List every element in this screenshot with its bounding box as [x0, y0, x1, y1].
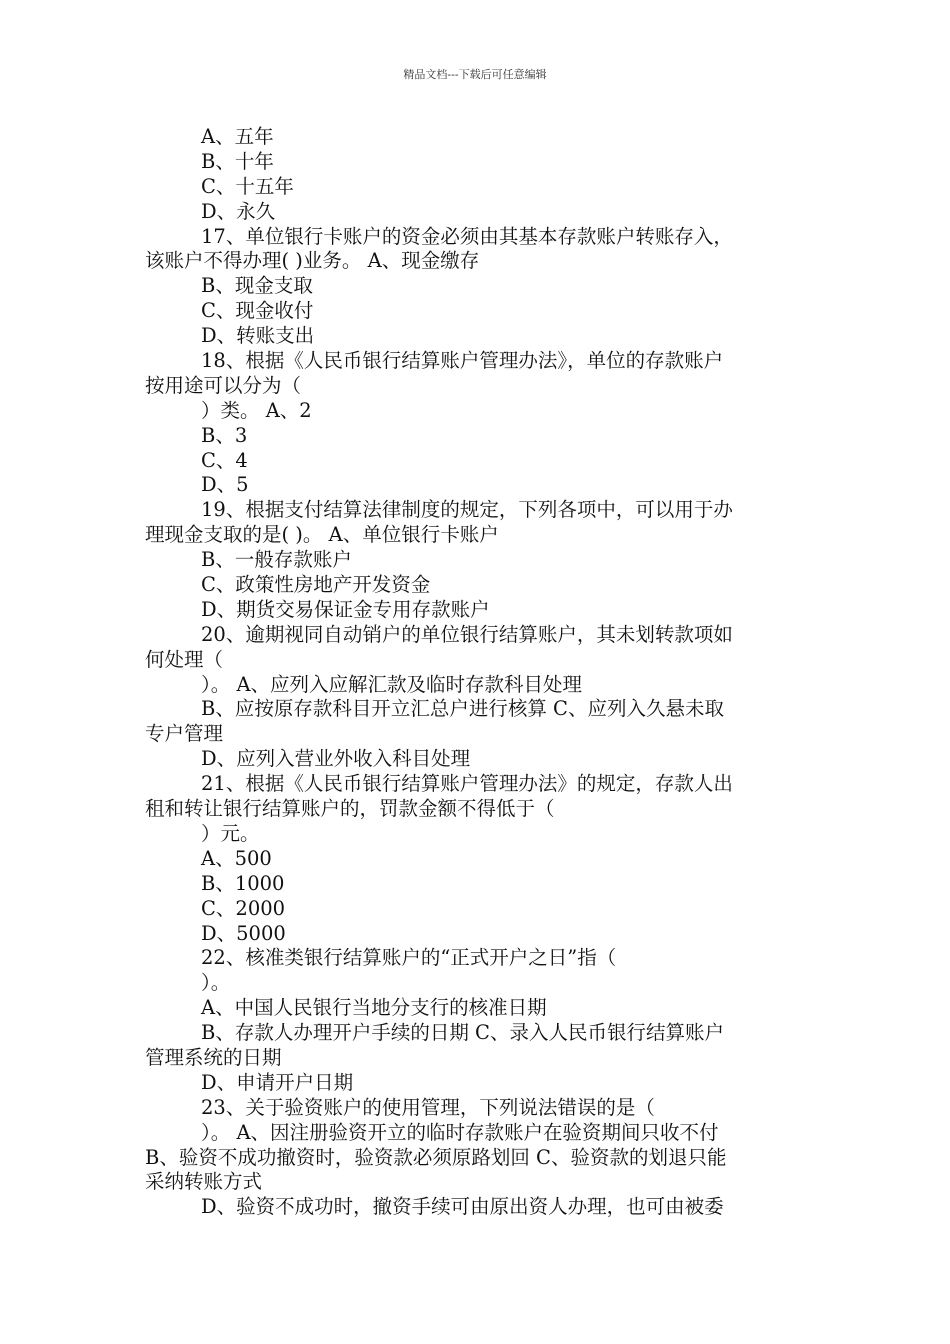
text-line: C、2000 [201, 896, 286, 920]
text-line: ）。 [201, 971, 231, 995]
text-line: B、验资不成功撤资时，验资款必须原路划回 C、验资款的划退只能 [145, 1145, 727, 1169]
text-line: D、5 [201, 473, 249, 497]
text-line: 20、逾期视同自动销户的单位银行结算账户，其未划转款项如 [201, 622, 733, 646]
text-line: ）。 A、应列入应解汇款及临时存款科目处理 [201, 672, 583, 696]
text-line: C、政策性房地产开发资金 [201, 573, 431, 597]
text-line: 23、关于验资账户的使用管理，下列说法错误的是（ [201, 1095, 655, 1119]
text-line: D、申请开户日期 [201, 1070, 354, 1094]
text-line: B、1000 [201, 871, 285, 895]
text-line: D、5000 [201, 921, 286, 945]
text-line: ）类。 A、2 [201, 398, 312, 422]
text-line: D、期货交易保证金专用存款账户 [201, 597, 490, 621]
text-line: 理现金支取的是( )。 A、单位银行卡账户 [145, 523, 499, 547]
text-line: A、五年 [201, 125, 274, 148]
text-line: B、应按原存款科目开立汇总户进行核算 C、应列入久悬未取 [201, 697, 724, 721]
text-line: 管理系统的日期 [145, 1045, 282, 1069]
text-line: 21、根据《人民币银行结算账户管理办法》的规定，存款人出 [201, 772, 733, 796]
text-line: 采纳转账方式 [145, 1170, 263, 1194]
text-line: 22、核准类银行结算账户的“正式开户之日”指（ [201, 946, 617, 970]
text-line: C、十五年 [201, 174, 294, 198]
text-line: 18、根据《人民币银行结算账户管理办法》，单位的存款账户 [201, 349, 724, 373]
text-line: B、3 [201, 423, 248, 447]
text-line: A、中国人民银行当地分支行的核准日期 [201, 996, 547, 1020]
text-line: 该账户不得办理( )业务。 A、现金缴存 [145, 249, 480, 273]
text-line: 何处理（ [145, 647, 224, 671]
text-line: D、应列入营业外收入科目处理 [201, 747, 471, 771]
text-line: ）元。 [201, 821, 260, 845]
text-line: B、十年 [201, 149, 274, 173]
text-line: 19、根据支付结算法律制度的规定，下列各项中，可以用于办 [201, 498, 733, 522]
text-line: D、永久 [201, 199, 276, 223]
text-line: ）。 A、因注册验资开立的临时存款账户在验资期间只收不付 [201, 1120, 719, 1144]
text-line: B、一般存款账户 [201, 548, 352, 572]
text-line: C、4 [201, 448, 248, 472]
text-line: D、转账支出 [201, 324, 315, 348]
text-line: B、存款人办理开户手续的日期 C、录入人民币银行结算账户 [201, 1021, 724, 1045]
text-line: A、500 [201, 846, 272, 870]
text-line: D、验资不成功时，撤资手续可由原出资人办理，也可由被委 [201, 1195, 724, 1219]
document-body [145, 125, 815, 1220]
text-line: 专户管理 [145, 722, 224, 746]
text-line: C、现金收付 [201, 299, 314, 323]
text-line: B、现金支取 [201, 274, 313, 298]
text-line: 17、单位银行卡账户的资金必须由其基本存款账户转账存入， [201, 224, 733, 248]
page-header: 精品文档---下载后可任意编辑 [403, 68, 547, 81]
text-line: 租和转让银行结算账户的，罚款金额不得低于（ [145, 797, 555, 821]
text-line: 按用途可以分为（ [145, 373, 302, 397]
